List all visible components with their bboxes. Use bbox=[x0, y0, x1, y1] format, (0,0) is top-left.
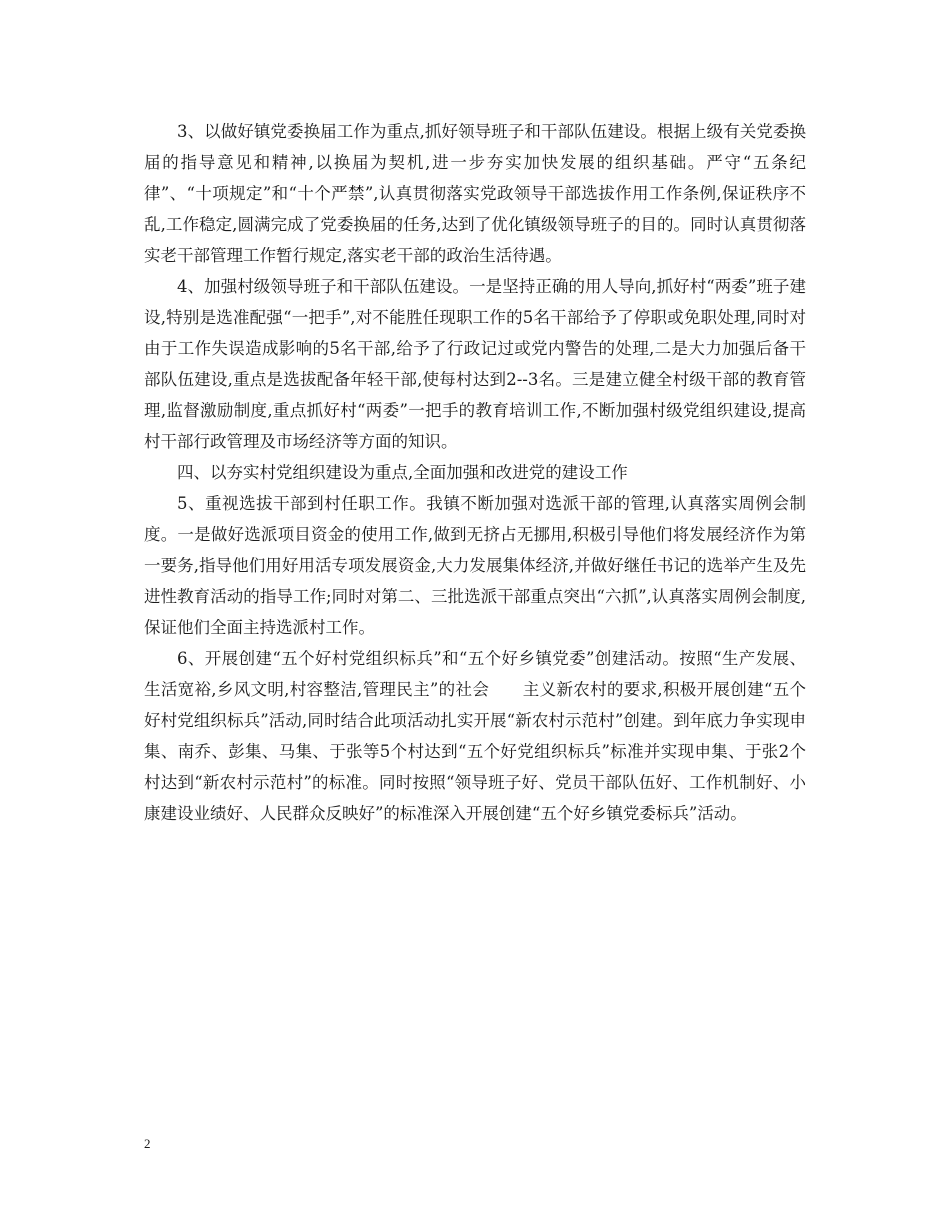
paragraph-3-leadership-election: 3、以做好镇党委换届工作为重点,抓好领导班子和干部队伍建设。根据上级有关党委换届的指导意见和精神,以换届为契机,进一步夯实加快发展的组织基础。严守“五条纪律”、“十项规定”和“十个严禁”,认真贯彻落实党政领导干部选拔作用工作条例,保证秩序不乱,工作稳定,圆满完成了党委换届的任务,达到了优化镇级领导班子的目的。同时认真贯彻落实老干部管理工作暂行规定,落实老干部的政治生活待遇。 bbox=[144, 122, 806, 265]
section-heading-four: 四、以夯实村党组织建设为重点,全面加强和改进党的建设工作 bbox=[177, 463, 628, 482]
paragraph-4-village-leadership: 4、加强村级领导班子和干部队伍建设。一是坚持正确的用人导向,抓好村“两委”班子建设,特别是选准配强“一把手”,对不能胜任现职工作的5名干部给予了停职或免职处理,同时对由于工作失误造成影响的5名干部,给予了行政记过或党内警告的处理,二是大力加强后备干部队伍建设,重点是选拔配备年轻干部,使每村达到2--3名。三是建立健全村级干部的教育管理,监督激励制度,重点抓好村“两委”一把手的教育培训工作,不断加强村级党组织建设,提高村干部行政管理及市场经济等方面的知识。 bbox=[144, 277, 806, 451]
paragraph-5-cadre-assignment: 5、重视选拔干部到村任职工作。我镇不断加强对选派干部的管理,认真落实周例会制度。一是做好选派项目资金的使用工作,做到无挤占无挪用,积极引导他们将发展经济作为第一要务,指导他们用好用活专项发展资金,大力发展集体经济,并做好继任书记的选举产生及先进性教育活动的指导工作;同时对第二、三批选派干部重点突出“六抓”,认真落实周例会制度,保证他们全面主持选派村工作。 bbox=[144, 494, 806, 637]
paragraph-6-five-good-campaign: 6、开展创建“五个好村党组织标兵”和“五个好乡镇党委”创建活动。按照“生产发展、生活宽裕,乡风文明,村容整洁,管理民主”的社会 主义新农村的要求,积极开展创建“五个好村党组织标兵”活动,同时结合此项活动扎实开展“新农村示范村”创建。到年底力争实现申集、南乔、彭集、马集、于张等5个村达到“五个好党组织标兵”标准并实现申集、于张2个村达到“新农村示范村”的标准。同时按照“领导班子好、党员干部队伍好、工作机制好、小康建设业绩好、人民群众反映好”的标准深入开展创建“五个好乡镇党委标兵”活动。 bbox=[144, 649, 806, 823]
page-number: 2 bbox=[144, 1136, 151, 1151]
document-body bbox=[144, 116, 806, 829]
